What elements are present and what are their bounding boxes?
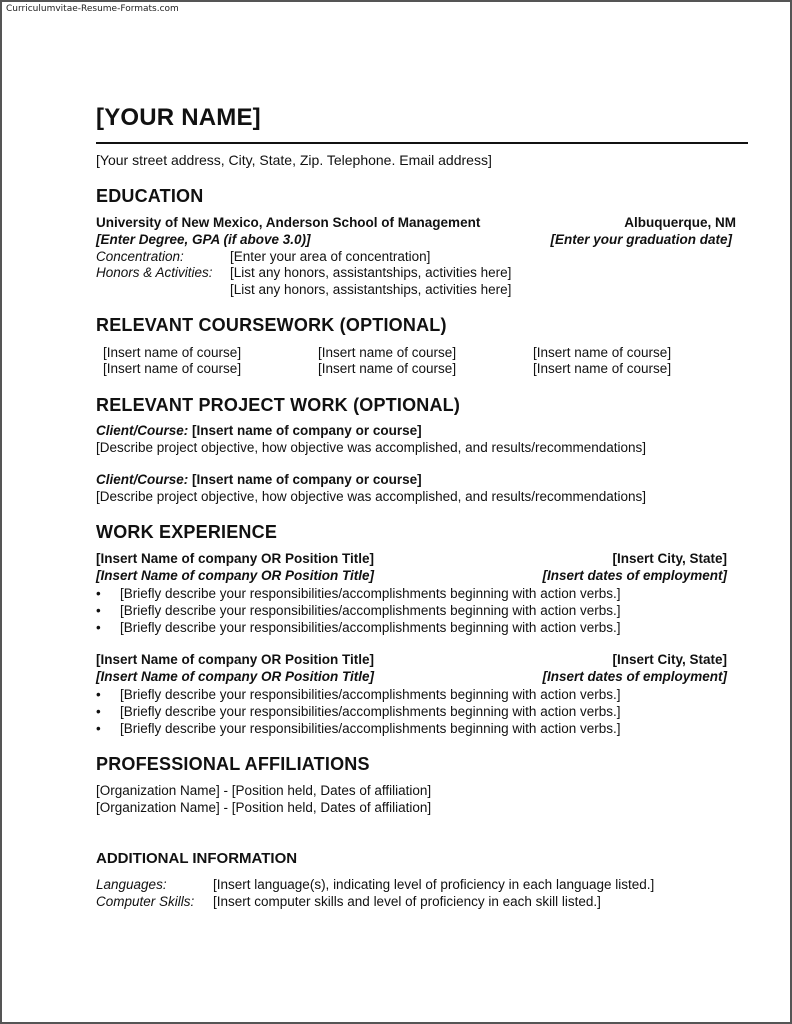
job-location: [Insert City, State] [612, 551, 727, 566]
honors-value: [List any honors, assistantships, activities here] [230, 282, 512, 297]
languages-value: [Insert language(s), indicating level of proficiency in each language listed.] [213, 877, 655, 892]
job-bullet-text: [Briefly describe your responsibilities/accomplishments beginning with action verbs.] [120, 721, 621, 736]
bullet-icon: • [96, 586, 101, 601]
job-bullet [96, 687, 620, 702]
affiliation-item: [Organization Name] - [Position held, Dates of affiliation] [96, 800, 432, 815]
projects-heading: RELEVANT PROJECT WORK (OPTIONAL) [96, 395, 461, 415]
education-degree: [Enter Degree, GPA (if above 3.0)] [96, 232, 311, 247]
job-title: [Insert Name of company OR Position Title] [96, 652, 375, 667]
job-location: [Insert City, State] [612, 652, 727, 667]
job-bullet-text: [Briefly describe your responsibilities/accomplishments beginning with action verbs.] [120, 687, 621, 702]
education-heading: EDUCATION [96, 186, 204, 206]
watermark: Curriculumvitae-Resume-Formats.com [6, 4, 179, 14]
bullet-icon: • [96, 721, 101, 736]
education-location: Albuquerque, NM [624, 215, 736, 230]
honors-value: [List any honors, assistantships, activities here] [230, 265, 512, 280]
education-school: University of New Mexico, Anderson School of Management [96, 215, 481, 230]
course-item: [Insert name of course] [318, 361, 457, 376]
job-dates: [Insert dates of employment] [542, 568, 727, 583]
job-bullet-text: [Briefly describe your responsibilities/accomplishments beginning with action verbs.] [120, 586, 621, 601]
job-subtitle: [Insert Name of company OR Position Title] [96, 568, 375, 583]
job-bullet-text: [Briefly describe your responsibilities/accomplishments beginning with action verbs.] [120, 603, 621, 618]
coursework-heading: RELEVANT COURSEWORK (OPTIONAL) [96, 315, 447, 335]
project-client-value: [Insert name of company or course] [192, 423, 422, 438]
affiliations-heading: PROFESSIONAL AFFILIATIONS [96, 754, 370, 774]
project-description: [Describe project objective, how objective was accomplished, and results/recommendations] [96, 489, 647, 504]
job-bullet [96, 620, 620, 635]
work-heading: WORK EXPERIENCE [96, 522, 278, 542]
honors-label: Honors & Activities: [96, 265, 213, 280]
bullet-icon: • [96, 603, 101, 618]
header-divider [96, 142, 748, 144]
job-bullet-text: [Briefly describe your responsibilities/accomplishments beginning with action verbs.] [120, 620, 621, 635]
project-client-value: [Insert name of company or course] [192, 472, 422, 487]
job-bullet [96, 721, 620, 736]
bullet-icon: • [96, 704, 101, 719]
project-client [96, 472, 422, 487]
job-bullet [96, 586, 620, 601]
contact-address: [Your street address, City, State, Zip. Telephone. Email address] [96, 152, 492, 168]
resume-name: [YOUR NAME] [96, 104, 261, 131]
project-description: [Describe project objective, how objective was accomplished, and results/recommendations] [96, 440, 647, 455]
job-dates: [Insert dates of employment] [542, 669, 727, 684]
job-bullet [96, 704, 620, 719]
skills-label: Computer Skills: [96, 894, 195, 909]
course-item: [Insert name of course] [533, 345, 672, 360]
bullet-icon: • [96, 620, 101, 635]
course-item: [Insert name of course] [103, 345, 242, 360]
job-bullet [96, 603, 620, 618]
languages-label: Languages: [96, 877, 167, 892]
project-client-label: Client/Course: [96, 423, 189, 438]
bullet-icon: • [96, 687, 101, 702]
concentration-value: [Enter your area of concentration] [230, 249, 431, 264]
job-subtitle: [Insert Name of company OR Position Title] [96, 669, 375, 684]
affiliation-item: [Organization Name] - [Position held, Dates of affiliation] [96, 783, 432, 798]
course-item: [Insert name of course] [103, 361, 242, 376]
course-item: [Insert name of course] [318, 345, 457, 360]
education-grad-date: [Enter your graduation date] [550, 232, 732, 247]
course-item: [Insert name of course] [533, 361, 672, 376]
skills-value: [Insert computer skills and level of proficiency in each skill listed.] [213, 894, 601, 909]
job-title: [Insert Name of company OR Position Title] [96, 551, 375, 566]
job-bullet-text: [Briefly describe your responsibilities/accomplishments beginning with action verbs.] [120, 704, 621, 719]
additional-heading: ADDITIONAL INFORMATION [96, 850, 298, 867]
project-client-label: Client/Course: [96, 472, 189, 487]
project-client [96, 423, 422, 438]
concentration-label: Concentration: [96, 249, 184, 264]
